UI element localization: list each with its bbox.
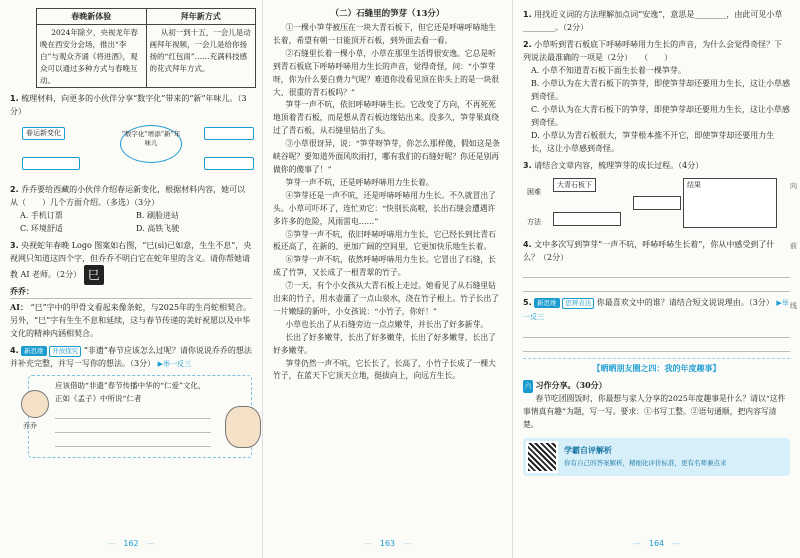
mind-map — [20, 121, 252, 179]
paragraph-7: ⑤笋芽一声不吭，依旧呼哧呼哧用力生长，它已经长到比青石板还高了，在新的、更加广阔的空间里，它更加快乐地生长着。 — [273, 229, 496, 252]
paragraph-3: 笋芽一声不吭，依旧呼哧呼哧生长。它改变了方向，不再死死地顶着青石板，而是想从青石板边缘钻出来。没多久，笋芽果真绕过了青石板，从石缝里钻出了头。 — [273, 100, 500, 136]
new-thinking-badge: 新思维 — [21, 346, 47, 356]
method-label: 方法 — [527, 218, 541, 226]
result-label: 结果 — [687, 181, 701, 189]
open-explore-badge: 开放探究 — [49, 346, 81, 357]
p3-question-1: 1. 用找近义词的方法理解加点词“安逸”，意思是________，由此可见小草________。（2分） — [523, 10, 783, 32]
question-3: 3. 央视蛇年春晚 Logo 图案如右图，“巳(sì)已如意，生生不息”，央视网只知道这四个字，但乔乔不明白它在蛇年里的含义。请你帮她请教 AI 老师。（2分） 巳 — [10, 239, 252, 285]
table-right-body: 从初一到十五，一会儿是动画拜年视频，一会儿是给你扬扬的“红包雨”……充满科技感的花式拜年方式。 — [149, 28, 251, 73]
paragraph-8: ⑥笋芽一声不吭，依然呼哧呼哧用力生长。它冒出了石缝，长成了竹笋，又长成了一根青翠的竹子。 — [273, 255, 496, 278]
p3-question-5: 5. 新思维 思辨表达 你最喜欢文中的谁？请结合短文说说理由。（3分） ▶举一反三 — [523, 298, 789, 321]
paragraph-1: ①一棵小笋芽被压在一块大青石板下，但它还是呼哧呼哧地生长着，希望有朝一日能顶开石板，到外面去看一看。 — [273, 23, 496, 45]
question-6 — [523, 379, 790, 393]
write-line-2[interactable] — [55, 419, 211, 433]
question-4: 4. 新思维 开放探究 “非遗”春节应该怎么过呢？请你说说乔乔的想法并补充完整，并写一写你的想法。（3分） ▶举一反三 — [10, 346, 252, 368]
option-d[interactable]: D. 高铁飞驶 — [136, 224, 180, 233]
material-table — [36, 8, 256, 88]
difficulty-label: 困难 — [527, 188, 541, 196]
child-name: 乔乔 — [23, 422, 37, 430]
page-163 — [262, 0, 512, 558]
page-164 — [512, 0, 800, 558]
extend-link[interactable]: ▶举一反三 — [157, 360, 192, 368]
qr-banner[interactable] — [523, 438, 790, 476]
p3-extend-link[interactable]: ▶举一反三 — [523, 299, 789, 321]
p3-question-4: 4. 文中多次写到笋芽“一声不吭，呼哧呼哧生长着”，你从中感受到了什么？（2分） — [523, 240, 775, 262]
option-c[interactable]: C. 环境舒适 — [20, 224, 63, 233]
question-6-text: 春节吃团圆饭时，你最想与家人分享的2025年度趣事是什么？请以“这件事情真有趣”为题，写一写。要求：①书写工整。②语句通顺，把内容写清楚。 — [523, 394, 786, 429]
write-line-3[interactable] — [55, 433, 211, 447]
qr-desc: 你有自己的答案解析，精细化评价标准，更有名师兼点来 — [564, 458, 727, 467]
page-162 — [0, 0, 262, 558]
question-1: 1. 梳理材料，向更多的小伙伴分享“数字化”带来的“新”年味儿。（3分） — [10, 94, 247, 116]
method-box[interactable] — [553, 212, 621, 226]
paragraph-12: 笋芽仍然一声不吭，它长长了，长高了，小竹子长成了一棵大竹子，在蓝天下它顶天立地，挺拔向上，向远方生长。 — [273, 358, 496, 381]
mind-map-right-box-2[interactable] — [204, 157, 254, 170]
p3-option-c[interactable]: C. 小草认为在大青石板下的笋芽，即使笋芽却还要用力生长，这让小草感到奇怪。 — [531, 105, 790, 127]
margin-note-1: 向 — [790, 182, 797, 190]
page-number: — 162 — — [0, 537, 262, 550]
table-left-body: 2024年除夕，央视龙年春晚在西安分会场，推出“李白”与观众齐诵《将进酒》，观众可以通过多种方式与春晚互动。 — [40, 28, 138, 85]
qr-title: 学霸自评解析 — [564, 444, 612, 455]
section-title: 【晒晒朋友圈之四：我的年度趣事】 — [523, 358, 790, 375]
p3-new-thinking-badge: 新思维 — [534, 298, 560, 308]
result-box[interactable] — [683, 178, 777, 228]
child-illustration — [225, 406, 261, 448]
cctv-snake-logo: 巳 — [84, 265, 104, 285]
paragraph-10: 小草也长出了从石缝旁边一点点嫩芽，并长出了好多新芽。 — [285, 319, 489, 329]
page-number: — 164 — — [513, 537, 800, 550]
paragraph-9: ⑦一天，有个小女孩从大青石板上走过。她看见了从石缝里钻出来的竹子，用水壶灌了一点山泉水，浇在竹子根上。竹子长出了一片嫩绿的新叶，小女孩说：“小竹子，你好！” — [273, 281, 500, 316]
critical-expression-badge: 思辨表达 — [562, 298, 594, 309]
table-left-title: 春晚新体验 — [37, 9, 146, 25]
growth-process-diagram — [523, 176, 790, 234]
qiaoqiao-answer-line[interactable]: 乔乔： — [10, 285, 252, 299]
paragraph-11: 长出了好多嫩芽，长出了好多嫩芽，长出了好多嫩芽，长出了好多嫩芽。 — [273, 332, 496, 355]
qiaoqiao-avatar — [21, 390, 49, 418]
p3-option-a[interactable]: A. 小草不知道青石板下面生长着一棵笋芽。 — [531, 66, 686, 75]
option-a[interactable]: A. 手机订票 — [20, 211, 63, 220]
page-number: — 163 — — [263, 537, 512, 550]
writing-prompt: 应该借助“非遗”春节传播中华的“仁爱”文化，正如《孟子》中所说“仁者 — [55, 381, 206, 403]
q4-answer-line-1[interactable] — [523, 264, 790, 278]
q5-answer-line-2[interactable] — [523, 338, 790, 352]
p3-option-d[interactable]: D. 小草认为青石板很大，笋芽根本推不开它，即使笋芽却还要用力生长，这让小草感到奇怪。 — [531, 131, 775, 153]
paragraph-5: 笋芽一声不吭，还是呼哧呼哧用力生长着。 — [285, 177, 434, 187]
table-right-title: 拜年新方式 — [147, 9, 256, 25]
write-line-1[interactable] — [55, 405, 211, 419]
margin-note-2: 前 — [790, 242, 797, 250]
p3-question-3: 3. 请结合文章内容，梳理笋芽的成长过程。（4分） — [523, 161, 704, 170]
middle-box[interactable] — [633, 196, 681, 210]
p3-question-2: 2. 小草听到青石板底下呼哧呼哧用力生长的声音，为什么会觉得奇怪？下列说法最准确的一项是（2分） （ ） — [523, 40, 783, 62]
writing-box[interactable] — [23, 375, 252, 458]
margin-note-3: 线 — [790, 302, 797, 310]
paragraph-6: ④笋芽还是一声不吭，还是呼哧呼哧用力生长。不久就冒出了头。小草可吓坏了，连忙劝它：“快别长高啦，长出石缝会遭遇许多许多的危险，风雨雷电……” — [273, 190, 496, 226]
q4-answer-line-2[interactable] — [523, 278, 790, 292]
question-2-options — [10, 209, 252, 235]
question-6-title: 习作分享。（30分） — [535, 380, 607, 390]
question-2: 2. 乔乔要给西藏的小伙伴介绍春运新变化，根据材料内容，她可以从（ ）几个方面介绍。（多选）（3分） — [10, 185, 246, 207]
q5-answer-line-1[interactable] — [523, 324, 790, 338]
mind-map-blank-box[interactable] — [22, 157, 80, 170]
mind-map-center: “数字化”增添“新”年味儿 — [120, 125, 182, 163]
passage-title: （二）石缝里的笋芽（13分） — [330, 9, 445, 19]
paragraph-4: ③小草很讶异，说：“笋芽呀笋芽，你怎么那样傻，假如这是条峡谷呢？要知道外面风吹雨打，哪有我们的石缝好呢？你还是别再做你的傻事了！” — [273, 139, 500, 174]
mind-map-left-box: 春运新变化 — [22, 127, 65, 140]
p3-question-2-options — [523, 64, 790, 155]
stone-box: 大青石板下 — [553, 178, 596, 192]
ai-answer: AI： “巳”字中的甲骨文看起来像条蛇，与2025年的生肖蛇相契合。另外，“巳”字有生生不息和延续，这与春节传递的美好祝愿以及中华文化的精神内涵相契合。 — [10, 302, 252, 338]
question-6-label: 六 — [523, 380, 533, 393]
mind-map-right-box-1[interactable] — [204, 127, 254, 140]
option-b[interactable]: B. 刷脸进站 — [136, 211, 179, 220]
p3-option-b[interactable]: B. 小草认为在大青石板下的笋芽，即使笋芽却还要用力生长，这让小草感到奇怪。 — [531, 79, 790, 101]
qr-code-icon[interactable] — [526, 441, 558, 473]
paragraph-2: ②石缝里长着一棵小草，小草在那里生活得很安逸。它总是听到青石板底下呼哧呼哧用力生长的声音，觉得奇怪，问：“小笋芽呀，你为什么要白费力气呢？难道你没看见顶在你头上的是一块很大、很重的青石板吗？” — [273, 48, 500, 97]
